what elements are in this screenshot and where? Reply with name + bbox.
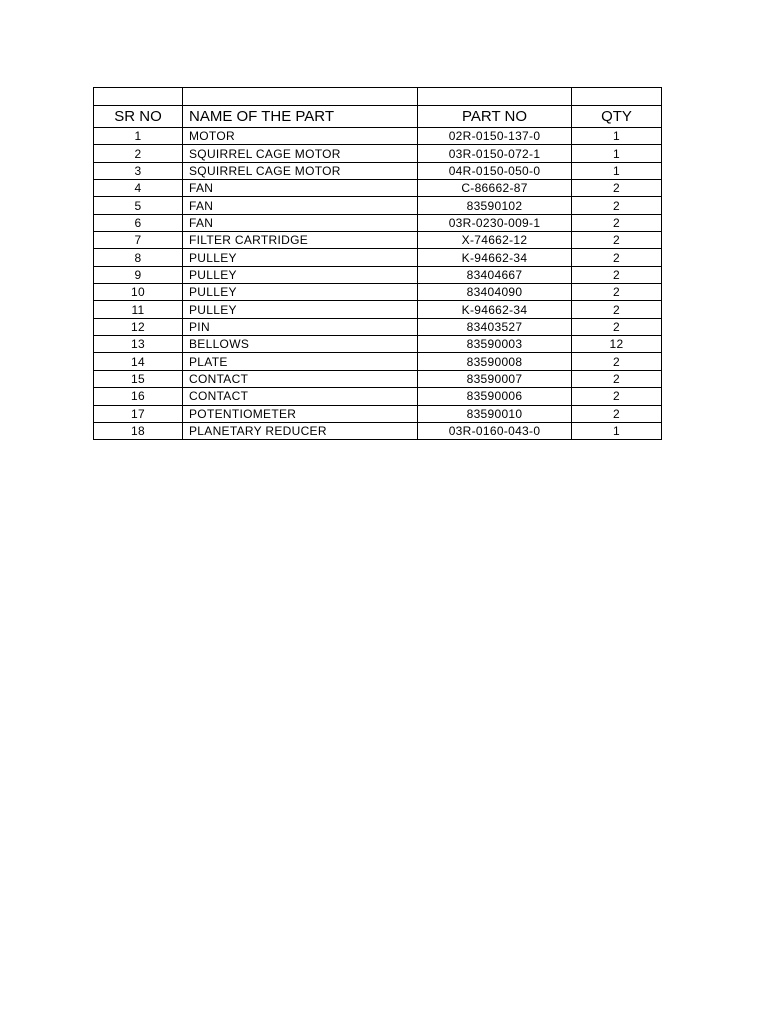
part-no-cell: 02R-0150-137-0 bbox=[418, 128, 572, 145]
part-no-cell: 83590007 bbox=[418, 370, 572, 387]
part-no-cell: 03R-0160-043-0 bbox=[418, 422, 572, 439]
part-no-cell: 83590003 bbox=[418, 336, 572, 353]
part-name-cell: PIN bbox=[183, 318, 418, 335]
table-row bbox=[94, 266, 662, 283]
part-name-cell: CONTACT bbox=[183, 388, 418, 405]
qty-cell: 1 bbox=[572, 162, 662, 179]
part-name-cell: FAN bbox=[183, 180, 418, 197]
part-name-cell: BELLOWS bbox=[183, 336, 418, 353]
part-name-cell: SQUIRREL CAGE MOTOR bbox=[183, 145, 418, 162]
table-row bbox=[94, 405, 662, 422]
column-header-name: NAME OF THE PART bbox=[183, 106, 418, 128]
sr-no-cell: 9 bbox=[94, 266, 183, 283]
column-header-part-no: PART NO bbox=[418, 106, 572, 128]
part-no-cell: K-94662-34 bbox=[418, 301, 572, 318]
part-no-cell: K-94662-34 bbox=[418, 249, 572, 266]
part-no-cell: 83403527 bbox=[418, 318, 572, 335]
table-row bbox=[94, 197, 662, 214]
part-no-cell: C-86662-87 bbox=[418, 180, 572, 197]
table-row bbox=[94, 370, 662, 387]
sr-no-cell: 16 bbox=[94, 388, 183, 405]
blank-row bbox=[94, 88, 662, 106]
qty-cell: 2 bbox=[572, 388, 662, 405]
blank-cell bbox=[94, 88, 183, 106]
blank-cell bbox=[572, 88, 662, 106]
sr-no-cell: 3 bbox=[94, 162, 183, 179]
part-name-cell: FAN bbox=[183, 197, 418, 214]
part-name-cell: MOTOR bbox=[183, 128, 418, 145]
qty-cell: 2 bbox=[572, 318, 662, 335]
table-row bbox=[94, 353, 662, 370]
sr-no-cell: 8 bbox=[94, 249, 183, 266]
table-row bbox=[94, 422, 662, 439]
qty-cell: 2 bbox=[572, 370, 662, 387]
qty-cell: 2 bbox=[572, 232, 662, 249]
table-row bbox=[94, 388, 662, 405]
part-no-cell: 83590010 bbox=[418, 405, 572, 422]
table-row bbox=[94, 180, 662, 197]
sr-no-cell: 6 bbox=[94, 214, 183, 231]
qty-cell: 1 bbox=[572, 128, 662, 145]
part-name-cell: PLATE bbox=[183, 353, 418, 370]
qty-cell: 2 bbox=[572, 353, 662, 370]
blank-cell bbox=[183, 88, 418, 106]
qty-cell: 2 bbox=[572, 180, 662, 197]
part-no-cell: 03R-0230-009-1 bbox=[418, 214, 572, 231]
part-name-cell: FILTER CARTRIDGE bbox=[183, 232, 418, 249]
blank-cell bbox=[418, 88, 572, 106]
table-row bbox=[94, 128, 662, 145]
sr-no-cell: 7 bbox=[94, 232, 183, 249]
column-header-qty: QTY bbox=[572, 106, 662, 128]
sr-no-cell: 17 bbox=[94, 405, 183, 422]
part-name-cell: CONTACT bbox=[183, 370, 418, 387]
sr-no-cell: 10 bbox=[94, 284, 183, 301]
qty-cell: 2 bbox=[572, 249, 662, 266]
part-name-cell: PULLEY bbox=[183, 284, 418, 301]
part-no-cell: 83590008 bbox=[418, 353, 572, 370]
qty-cell: 1 bbox=[572, 145, 662, 162]
part-name-cell: PULLEY bbox=[183, 301, 418, 318]
qty-cell: 2 bbox=[572, 214, 662, 231]
table-row bbox=[94, 318, 662, 335]
part-no-cell: 83590006 bbox=[418, 388, 572, 405]
column-header-sr-no: SR NO bbox=[94, 106, 183, 128]
sr-no-cell: 4 bbox=[94, 180, 183, 197]
part-name-cell: POTENTIOMETER bbox=[183, 405, 418, 422]
table-row bbox=[94, 214, 662, 231]
qty-cell: 2 bbox=[572, 284, 662, 301]
sr-no-cell: 12 bbox=[94, 318, 183, 335]
sr-no-cell: 18 bbox=[94, 422, 183, 439]
table-row bbox=[94, 284, 662, 301]
qty-cell: 12 bbox=[572, 336, 662, 353]
sr-no-cell: 15 bbox=[94, 370, 183, 387]
sr-no-cell: 14 bbox=[94, 353, 183, 370]
part-name-cell: PULLEY bbox=[183, 249, 418, 266]
sr-no-cell: 2 bbox=[94, 145, 183, 162]
part-no-cell: 83590102 bbox=[418, 197, 572, 214]
part-no-cell: X-74662-12 bbox=[418, 232, 572, 249]
part-name-cell: PULLEY bbox=[183, 266, 418, 283]
sr-no-cell: 1 bbox=[94, 128, 183, 145]
part-name-cell: FAN bbox=[183, 214, 418, 231]
table-row bbox=[94, 162, 662, 179]
table-row bbox=[94, 145, 662, 162]
sr-no-cell: 11 bbox=[94, 301, 183, 318]
qty-cell: 2 bbox=[572, 266, 662, 283]
part-no-cell: 83404667 bbox=[418, 266, 572, 283]
table-row bbox=[94, 336, 662, 353]
table-row bbox=[94, 232, 662, 249]
qty-cell: 2 bbox=[572, 301, 662, 318]
table-row bbox=[94, 301, 662, 318]
part-no-cell: 83404090 bbox=[418, 284, 572, 301]
qty-cell: 2 bbox=[572, 197, 662, 214]
header-row bbox=[94, 106, 662, 128]
sr-no-cell: 13 bbox=[94, 336, 183, 353]
part-name-cell: SQUIRREL CAGE MOTOR bbox=[183, 162, 418, 179]
qty-cell: 2 bbox=[572, 405, 662, 422]
part-no-cell: 04R-0150-050-0 bbox=[418, 162, 572, 179]
part-no-cell: 03R-0150-072-1 bbox=[418, 145, 572, 162]
parts-table bbox=[93, 87, 662, 440]
table-row bbox=[94, 249, 662, 266]
sr-no-cell: 5 bbox=[94, 197, 183, 214]
qty-cell: 1 bbox=[572, 422, 662, 439]
part-name-cell: PLANETARY REDUCER bbox=[183, 422, 418, 439]
